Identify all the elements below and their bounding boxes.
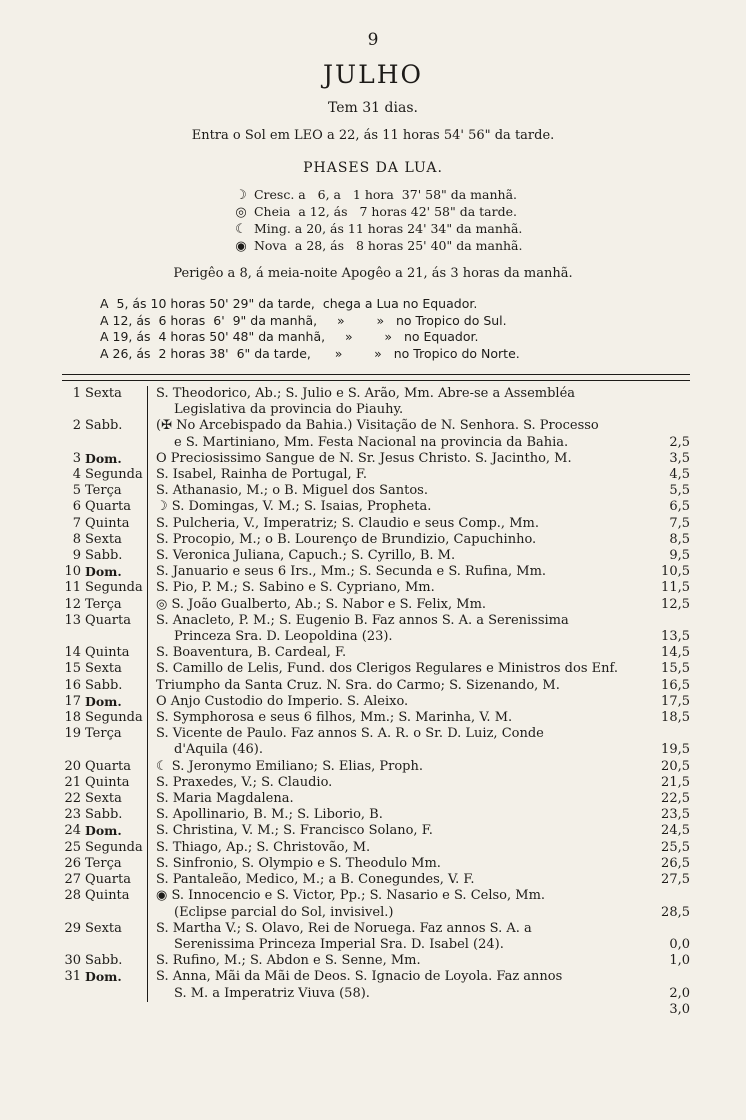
saints-text [148, 678, 650, 694]
saints-text [148, 791, 650, 807]
saints-line: ◎ S. João Gualberto, Ab.; S. Nabor e S. Felix, Mm. [156, 596, 487, 612]
weekday: Sabb. [81, 548, 148, 564]
saints-line: S. Camillo de Lelis, Fund. dos Clerigos Regulares e Ministros dos Enf. [156, 661, 618, 677]
table-row [62, 759, 690, 775]
saints-line: S. Pulcheria, V., Imperatriz; S. Claudio e seus Comp., Mm. [156, 515, 539, 531]
sun-entry-line: Entra o Sol em LEO a 22, ás 11 horas 54' 56" da tarde. [191, 128, 555, 143]
saints-text [148, 451, 650, 467]
table-row [62, 580, 690, 596]
day-number: 3 [72, 450, 81, 466]
weekday: Sexta [81, 921, 148, 953]
day-number: 6 [72, 499, 81, 515]
moon-equator-line: A 26, ás 2 horas 38' 6" da tarde, » » no Tropico do Norte. [100, 345, 520, 361]
saints-text [148, 969, 650, 1001]
weekday: Segunda [81, 840, 148, 856]
day-number: 4 [72, 467, 81, 483]
table-row [62, 856, 690, 872]
day-number: 29 [64, 920, 81, 936]
day-number: 19 [64, 726, 81, 742]
table-row [62, 872, 690, 888]
day-number: 26 [64, 855, 81, 871]
weekday: Sexta [81, 386, 148, 418]
tide-value-text: 24,5 [661, 823, 690, 839]
saints-text [148, 597, 650, 613]
table-row [62, 840, 690, 856]
weekday: Sabb. [81, 418, 148, 450]
table-row [62, 678, 690, 694]
day-number: 18 [64, 710, 81, 726]
day-number: 27 [64, 872, 81, 888]
tide-value [650, 418, 690, 450]
weekday: Segunda [81, 710, 148, 726]
saints-line: Serenissima Princeza Imperial Sra. D. Isabel (24). [174, 936, 504, 952]
tide-value [650, 499, 690, 515]
moon-phase-text: Ming. a 20, ás 11 horas 24' 34" da manhã. [250, 221, 523, 236]
saints-line: S. Vicente de Paulo. Faz annos S. A. R. o Sr. D. Luiz, Conde [156, 726, 544, 742]
tide-value [650, 532, 690, 548]
weekday: Terça [81, 726, 148, 758]
tide-value-text: 0,0 [669, 936, 690, 952]
saints-line: Triumpho da Santa Cruz. N. Sra. do Carmo; S. Sizenando, M. [156, 677, 560, 693]
tide-value [650, 710, 690, 726]
table-row [62, 791, 690, 807]
weekday: Segunda [81, 467, 148, 483]
tide-value [650, 645, 690, 661]
tide-value [650, 807, 690, 823]
table-row [62, 386, 690, 418]
moon-equator-list [100, 296, 660, 362]
tide-value-text: 27,5 [661, 872, 690, 888]
weekday: Sexta [81, 532, 148, 548]
saints-line: O Anjo Custodio do Imperio. S. Aleixo. [156, 693, 409, 709]
moon-phase-item [232, 220, 612, 237]
tide-value-text: 2,5 [669, 434, 690, 450]
tide-value-text: 17,5 [661, 693, 690, 709]
weekday: Quarta [81, 759, 148, 775]
month-title: JULHO [323, 60, 423, 89]
tide-value-text: 28,5 [661, 904, 690, 920]
table-row [62, 499, 690, 515]
moon-phase-text: Cheia a 12, ás 7 horas 42' 58" da tarde. [250, 204, 517, 219]
moon-equator-line: A 5, ás 10 horas 50' 29" da tarde, chega a Lua no Equador. [100, 296, 478, 311]
saints-line: O Preciosissimo Sangue de N. Sr. Jesus Christo. S. Jacintho, M. [156, 450, 572, 466]
table-row [62, 418, 690, 450]
tide-value [650, 888, 690, 920]
saints-text [148, 953, 650, 969]
table-row [62, 807, 690, 823]
moon-equator-line: A 19, ás 4 horas 50' 48" da manhã, » » no Equador. [100, 329, 479, 344]
day-number: 13 [64, 612, 81, 628]
tide-value [650, 678, 690, 694]
table-top-rule-thin [62, 380, 690, 381]
tide-value [650, 921, 690, 953]
saints-line: (✠ No Arcebispado da Bahia.) Visitação de N. Senhora. S. Processo [156, 418, 599, 434]
perigee-apogee-line: Perigêo a 8, á meia-noite Apogêo a 21, ás 3 horas da manhã. [173, 266, 573, 281]
saints-text [148, 921, 650, 953]
day-number: 9 [72, 548, 81, 564]
tide-value [650, 451, 690, 467]
tide-value-text: 19,5 [661, 742, 690, 758]
saints-line: S. Rufino, M.; S. Abdon e S. Senne, Mm. [156, 953, 421, 969]
saints-line: ☽ S. Domingas, V. M.; S. Isaias, Propheta. [156, 499, 432, 515]
saints-line: S. Martha V.; S. Olavo, Rei de Noruega. Faz annos S. A. a [156, 920, 532, 936]
tide-value [650, 840, 690, 856]
saints-text [148, 645, 650, 661]
saints-text [148, 532, 650, 548]
new-moon-icon: ◉ [235, 239, 247, 254]
saints-line: Legislativa da provincia do Piauhy. [174, 402, 404, 418]
saints-text [148, 856, 650, 872]
tide-value [650, 580, 690, 596]
table-row [62, 888, 690, 920]
weekday: Segunda [81, 580, 148, 596]
saints-line: S. Pio, P. M.; S. Sabino e S. Cypriano, Mm. [156, 580, 435, 596]
table-row [62, 726, 690, 758]
saints-line: S. Procopio, M.; o B. Lourenço de Brundizio, Capuchinho. [156, 531, 537, 547]
saints-text [148, 807, 650, 823]
weekday: Sabb. [81, 807, 148, 823]
table-row [62, 532, 690, 548]
tide-value [650, 386, 690, 418]
saints-line: S. Symphorosa e seus 6 filhos, Mm.; S. Marinha, V. M. [156, 710, 513, 726]
tide-value-text: 2,0 [669, 985, 690, 1001]
day-number: 21 [64, 774, 81, 790]
saints-text [148, 418, 650, 450]
tide-value [650, 483, 690, 499]
day-number: 10 [64, 564, 81, 580]
weekday: Quarta [81, 872, 148, 888]
tide-value-text: 15,5 [661, 661, 690, 677]
tide-value [650, 726, 690, 758]
saints-text [148, 580, 650, 596]
table-row-extra [62, 1002, 690, 1018]
table-row [62, 921, 690, 953]
tide-value [650, 953, 690, 969]
tide-value-text: 1,0 [669, 953, 690, 969]
saints-text [148, 710, 650, 726]
weekday: Sabb. [81, 678, 148, 694]
saints-line: S. Praxedes, V.; S. Claudio. [156, 774, 333, 790]
day-number: 16 [64, 677, 81, 693]
table-top-rule [62, 374, 690, 375]
tide-value [650, 613, 690, 645]
day-number: 1 [72, 386, 81, 401]
saints-line: S. Sinfronio, S. Olympio e S. Theodulo Mm. [156, 855, 441, 871]
table-row [62, 661, 690, 677]
day-number: 7 [72, 515, 81, 531]
day-number: 24 [64, 823, 81, 839]
saints-text [148, 661, 650, 677]
saints-line: S. Athanasio, M.; o B. Miguel dos Santos. [156, 483, 428, 499]
saints-line: (Eclipse parcial do Sol, invisivel.) [174, 904, 394, 920]
saints-line: e S. Martiniano, Mm. Festa Nacional na provincia da Bahia. [174, 434, 569, 450]
moon-phase-item [232, 186, 612, 203]
saints-text [148, 823, 650, 839]
weekday: Sexta [81, 661, 148, 677]
saints-line: S. Christina, V. M.; S. Francisco Solano, F. [156, 823, 433, 839]
saints-line: S. Boaventura, B. Cardeal, F. [156, 645, 347, 661]
saints-text [148, 516, 650, 532]
day-number: 11 [64, 580, 81, 596]
saints-text [148, 548, 650, 564]
saints-line: S. M. a Imperatriz Viuva (58). [174, 985, 370, 1001]
saints-text [148, 726, 650, 758]
tide-value [650, 823, 690, 839]
table-row [62, 969, 690, 1001]
saints-line: Princeza Sra. D. Leopoldina (23). [174, 629, 393, 645]
weekday: Sabb. [81, 953, 148, 969]
full-moon-icon: ◎ [235, 205, 247, 220]
tide-value [650, 564, 690, 580]
tide-value [650, 856, 690, 872]
moon-phase-item [232, 203, 612, 220]
day-number: 17 [64, 693, 81, 709]
saints-line: S. Pantaleão, Medico, M.; a B. Conegundes, V. F. [156, 872, 475, 888]
tide-value [650, 759, 690, 775]
table-row [62, 775, 690, 791]
table-row [62, 467, 690, 483]
table-row [62, 953, 690, 969]
moon-phase-text: Nova a 28, ás 8 horas 25' 40" da manhã. [250, 238, 523, 253]
tide-value-text: 26,5 [661, 855, 690, 871]
tide-value-text: 22,5 [661, 791, 690, 807]
day-number: 5 [72, 483, 81, 499]
crescent-moon-icon: ☽ [235, 188, 247, 203]
tide-value-text: 4,5 [669, 467, 690, 483]
weekday: Quarta [81, 613, 148, 645]
table-row [62, 451, 690, 467]
weekday: Dom. [81, 823, 148, 839]
weekday: Terça [81, 856, 148, 872]
days-count: Tem 31 dias. [328, 100, 418, 116]
saints-text [148, 775, 650, 791]
table-row [62, 483, 690, 499]
tide-value-text: 9,5 [669, 548, 690, 564]
tide-value-text: 3,5 [669, 450, 690, 466]
tide-value-text: 16,5 [661, 677, 690, 693]
day-number: 12 [64, 596, 81, 612]
day-number: 28 [64, 888, 81, 904]
weekday: Quinta [81, 516, 148, 532]
weekday: Dom. [81, 564, 148, 580]
tide-value-text: 13,5 [661, 629, 690, 645]
saints-line: d'Aquila (46). [174, 742, 263, 758]
saints-line: S. Isabel, Rainha de Portugal, F. [156, 467, 367, 483]
tide-value-text: 20,5 [661, 758, 690, 774]
moon-equator-line: A 12, ás 6 horas 6' 9" da manhã, » » no Tropico do Sul. [100, 312, 507, 328]
weekday: Quinta [81, 775, 148, 791]
day-number: 23 [64, 807, 81, 823]
tide-value: 3,0 [669, 1001, 690, 1017]
saints-text [148, 759, 650, 775]
day-number: 15 [64, 661, 81, 677]
waning-moon-icon: ☾ [235, 222, 247, 237]
tide-value [650, 775, 690, 791]
day-number: 25 [64, 839, 81, 855]
weekday: Terça [81, 597, 148, 613]
weekday: Quinta [81, 645, 148, 661]
saints-text [148, 694, 650, 710]
tide-value [650, 791, 690, 807]
saints-line: S. Anna, Mãi da Mãi de Deos. S. Ignacio de Loyola. Faz annos [156, 969, 563, 985]
saints-text [148, 386, 650, 418]
tide-value-text: 18,5 [661, 710, 690, 726]
page-number: 9 [367, 30, 379, 50]
tide-value-text: 6,5 [669, 499, 690, 515]
table-row [62, 516, 690, 532]
saints-text [148, 872, 650, 888]
table-row [62, 694, 690, 710]
weekday: Dom. [81, 694, 148, 710]
tide-value [650, 597, 690, 613]
saints-text [148, 613, 650, 645]
table-row [62, 548, 690, 564]
weekday: Quinta [81, 888, 148, 920]
table-row [62, 710, 690, 726]
weekday: Quarta [81, 499, 148, 515]
saints-line: ☾ S. Jeronymo Emiliano; S. Elias, Proph. [156, 758, 424, 774]
tide-value-text: 11,5 [661, 580, 690, 596]
day-number: 31 [64, 969, 81, 985]
saints-line: S. Anacleto, P. M.; S. Eugenio B. Faz annos S. A. a Serenissima [156, 612, 569, 628]
weekday: Terça [81, 483, 148, 499]
weekday: Dom. [81, 969, 148, 1001]
tide-value-text: 12,5 [661, 596, 690, 612]
day-number: 2 [72, 418, 81, 434]
tide-value [650, 548, 690, 564]
day-number: 20 [64, 758, 81, 774]
saints-line: S. Veronica Juliana, Capuch.; S. Cyrillo, B. M. [156, 548, 456, 564]
moon-phase-item [232, 237, 612, 254]
saints-text [148, 840, 650, 856]
table-row [62, 613, 690, 645]
day-number: 30 [64, 953, 81, 969]
tide-value [650, 969, 690, 1001]
tide-value [650, 467, 690, 483]
table-row [62, 564, 690, 580]
tide-value-text: 23,5 [661, 807, 690, 823]
saints-text [148, 564, 650, 580]
day-number: 14 [64, 645, 81, 661]
weekday: Sexta [81, 791, 148, 807]
table-row [62, 823, 690, 839]
saints-line: S. Maria Magdalena. [156, 791, 294, 807]
moon-phases-list [232, 186, 612, 254]
saints-line: S. Thiago, Ap.; S. Christovão, M. [156, 839, 371, 855]
tide-value-text: 25,5 [661, 839, 690, 855]
tide-value [650, 661, 690, 677]
saints-text [148, 483, 650, 499]
table-row [62, 597, 690, 613]
tide-value [650, 872, 690, 888]
tide-value-text: 7,5 [669, 515, 690, 531]
table-row [62, 645, 690, 661]
day-number: 22 [64, 791, 81, 807]
saints-line: S. Januario e seus 6 Irs., Mm.; S. Secunda e S. Rufina, Mm. [156, 564, 547, 580]
saints-line: S. Apollinario, B. M.; S. Liborio, B. [156, 807, 383, 823]
day-number: 8 [72, 531, 81, 547]
saints-line: S. Theodorico, Ab.; S. Julio e S. Arão, Mm. Abre-se a Assembléa [156, 386, 576, 401]
tide-value-text: 21,5 [661, 774, 690, 790]
saints-line: ◉ S. Innocencio e S. Victor, Pp.; S. Nasario e S. Celso, Mm. [156, 888, 546, 904]
tide-value-text: 5,5 [669, 483, 690, 499]
tide-value-text: 14,5 [661, 645, 690, 661]
saints-text [148, 499, 650, 515]
saints-text [148, 467, 650, 483]
moon-phase-text: Cresc. a 6, a 1 hora 37' 58" da manhã. [250, 187, 517, 202]
tide-value-text: 10,5 [661, 564, 690, 580]
tide-value [650, 694, 690, 710]
weekday: Dom. [81, 451, 148, 467]
saints-text [148, 888, 650, 920]
moon-phases-title: PHASES DA LUA. [303, 160, 443, 176]
tide-value [650, 516, 690, 532]
tide-value-text: 8,5 [669, 531, 690, 547]
calendar-table [62, 386, 690, 1018]
